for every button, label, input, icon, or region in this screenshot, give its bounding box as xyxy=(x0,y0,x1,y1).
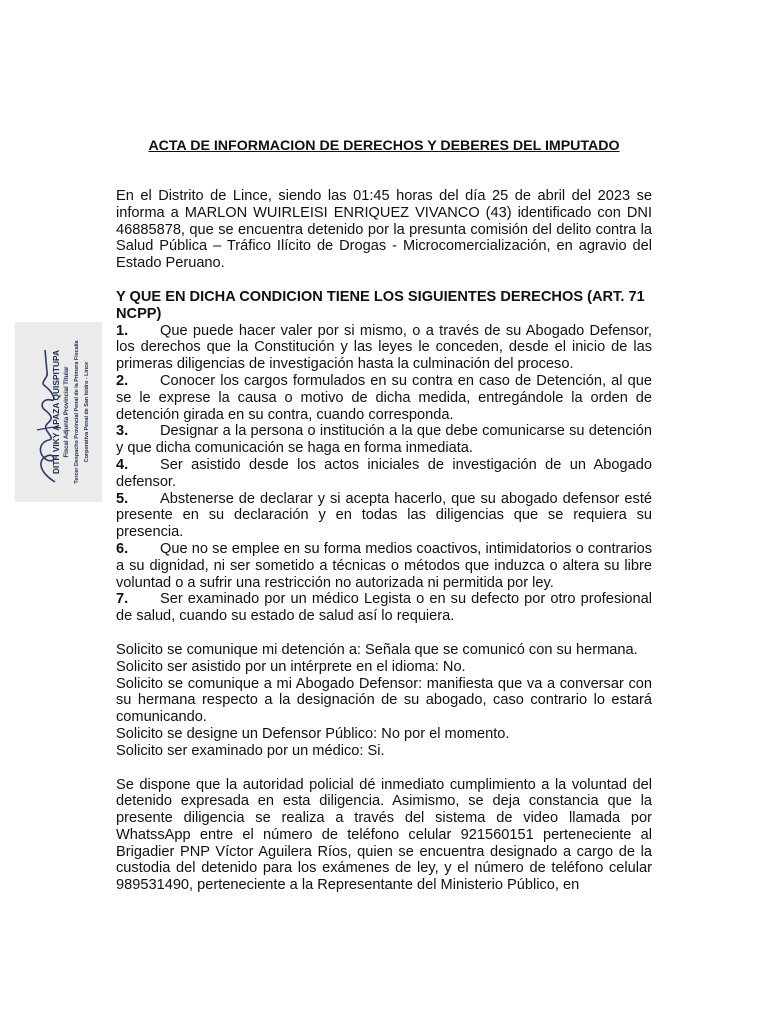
request-2: Solicito ser asistido por un intérprete en el idioma: No. xyxy=(116,658,466,675)
fiscal-stamp xyxy=(15,322,102,502)
stamp-line-2: Fiscal Adjunta Provincial Titular xyxy=(64,366,70,458)
rights-heading: Y QUE EN DICHA CONDICION TIENE LOS SIGUIENTES DERECHOS (ART. 71 NCPP) xyxy=(116,288,645,322)
request-5: Solicito ser examinado por un médico: Si. xyxy=(116,742,385,759)
request-4: Solicito se designe un Defensor Público: No por el momento. xyxy=(116,725,510,742)
right-item-6 xyxy=(116,541,652,591)
right-number: 4. xyxy=(116,456,129,473)
right-text: Ser examinado por un médico Legista o en su defecto por otro profesional de salud, cuando su estado de salud así lo requiera. xyxy=(116,591,652,625)
closing-paragraph: Se dispone que la autoridad policial dé inmediato cumplimiento a la voluntad del detenido expresada en esta diligencia. Asimismo, se deja constancia que la presente diligencia se realiza a través del sistema de video llamada por WhatssApp entre el número de teléfono celular 921560151 perteneciente al Brigadier PNP Víctor Aguilera Ríos, quien se encuentra designado a cargo de la custodia del detenido para los exámenes de ley, y el número de teléfono celular 989531490, perteneciente a la Representante del Ministerio Público, en xyxy=(116,776,652,894)
right-number: 6. xyxy=(116,540,129,557)
right-item-7 xyxy=(116,591,652,625)
right-number: 5. xyxy=(116,490,129,507)
right-text: Designar a la persona o institución a la que debe comunicarse su detención y que dicha comunicación se haga en forma inmediata. xyxy=(116,423,652,457)
right-text: Abstenerse de declarar y si acepta hacerlo, que su abogado defensor esté presente en su declaración y en todas las diligencias que se requiera su presencia. xyxy=(116,490,652,541)
right-item-2 xyxy=(116,373,652,423)
right-number: 1. xyxy=(116,322,129,339)
stamp-rotated-content xyxy=(15,322,102,502)
right-text: Conocer los cargos formulados en su contra en caso de Detención, al que se le exprese la causa o motivo de dicha medida, entregándole la orden de detención girada en su contra, cuando corresponda. xyxy=(116,372,652,423)
document-body xyxy=(116,188,652,894)
right-item-5 xyxy=(116,491,652,541)
request-1: Solicito se comunique mi detención a: Señala que se comunicó con su hermana. xyxy=(116,641,638,658)
spacer xyxy=(116,760,652,777)
right-item-4 xyxy=(116,457,652,491)
spacer xyxy=(116,625,652,642)
stamp-name: DITH VIKY APAZA QUISPITUPA xyxy=(51,349,61,475)
stamp-line-3: Tercer Despacho Provincial Penal de la Primera Fiscalía xyxy=(74,340,80,484)
right-item-3 xyxy=(116,423,652,457)
right-number: 3. xyxy=(116,423,129,440)
stamp-line-4: Corporativa Penal de San Isidro - Lince xyxy=(84,361,90,463)
spacer xyxy=(116,272,652,289)
right-item-1 xyxy=(116,323,652,373)
right-text: Que no se emplee en su forma medios coactivos, intimidatorios o contrarios a su dignidad, ni ser sometido a técnicas o métodos que induzca o altera su libre voluntad o a sufrir una restricción no autorizada ni permitida por ley. xyxy=(116,540,652,591)
request-3: Solicito se comunique a mi Abogado Defensor: manifiesta que va a conversar con su hermana respecto a la designación de su abogado, caso contrario lo estará comunicando. xyxy=(116,675,652,726)
intro-paragraph: En el Distrito de Lince, siendo las 01:45 horas del día 25 de abril del 2023 se informa a MARLON WUIRLEISI ENRIQUEZ VIVANCO (43) identificado con DNI 46885878, que se encuentra detenido por la presunta comisión del delito contra la Salud Pública – Tráfico Ilícito de Drogas - Microcomercialización, en agravio del Estado Peruano. xyxy=(116,188,652,272)
right-text: Que puede hacer valer por si mismo, o a través de su Abogado Defensor, los derechos que la Constitución y las leyes le conceden, desde el inicio de las primeras diligencias de investigación hasta la culminación del proceso. xyxy=(116,322,652,373)
right-text: Ser asistido desde los actos iniciales de investigación de un Abogado defensor. xyxy=(116,456,652,490)
right-number: 7. xyxy=(116,591,129,608)
right-number: 2. xyxy=(116,372,129,389)
document-title: ACTA DE INFORMACION DE DERECHOS Y DEBERES DEL IMPUTADO xyxy=(148,138,620,154)
